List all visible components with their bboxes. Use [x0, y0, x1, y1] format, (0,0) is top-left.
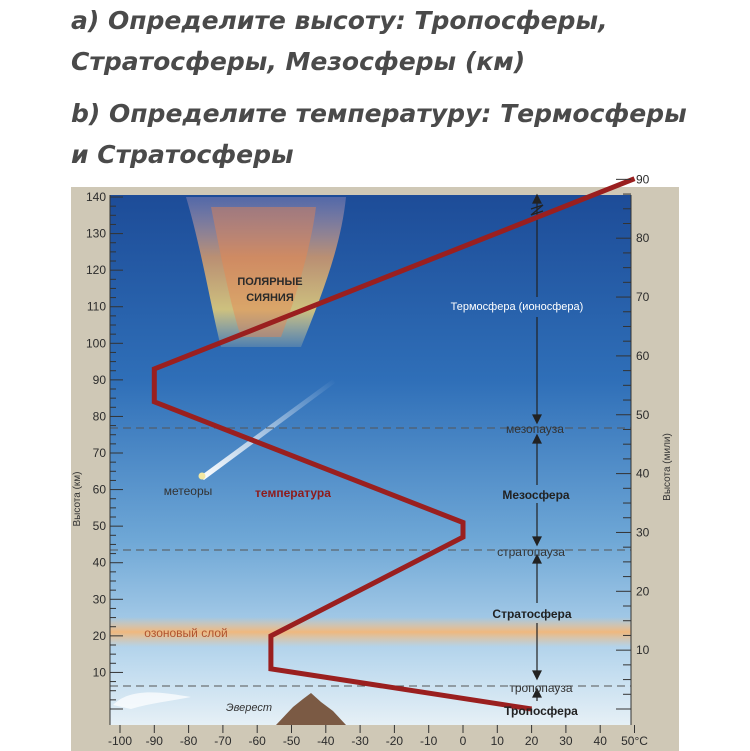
bottom-tick-label: -40	[317, 734, 335, 748]
question-b-line1: b) Определите температуру: Термосферы	[71, 99, 687, 128]
bottom-tick-label: -100	[107, 734, 133, 748]
left-tick-label: 40	[92, 555, 106, 570]
atmosphere-diagram	[71, 172, 679, 751]
right-tick-label: 50	[636, 407, 650, 422]
right-tick-label: 40	[636, 466, 650, 481]
question-a-line2: Стратосферы, Мезосферы (км)	[71, 47, 526, 76]
left-tick-label: 20	[92, 628, 106, 643]
left-tick-label: 110	[86, 299, 106, 314]
left-tick-label: 90	[92, 372, 106, 387]
left-tick-label: 140	[85, 190, 106, 205]
aurora-label-line1: ПОЛЯРНЫЕ	[237, 276, 303, 288]
thermosphere-label: Термосфера (ионосфера)	[450, 301, 584, 313]
right-tick-label: 90	[636, 172, 650, 187]
left-tick-label: 80	[92, 409, 106, 424]
tropopause-label: тропопауза	[509, 681, 573, 695]
left-tick-label: 30	[92, 592, 106, 607]
bottom-tick-label: -20	[385, 734, 404, 748]
right-tick-label: 60	[636, 348, 650, 363]
aurora-label-line2: СИЯНИЯ	[246, 292, 294, 304]
bottom-tick-label: 50°C	[621, 734, 648, 748]
right-axis-label: Высота (мили)	[662, 433, 673, 501]
bottom-tick-label: -60	[248, 734, 266, 748]
bottom-tick-label: -50	[282, 734, 301, 748]
right-tick-label: 10	[636, 643, 650, 658]
temperature-label: температура	[255, 486, 331, 500]
right-tick-label: 30	[636, 525, 650, 540]
right-tick-label: 20	[636, 584, 650, 599]
troposphere-label: Тропосфера	[504, 704, 578, 718]
left-tick-label: 50	[92, 519, 106, 534]
question-a-line1: a) Определите высоту: Тропосферы,	[71, 6, 608, 35]
bottom-tick-label: -90	[145, 734, 163, 748]
mesosphere-label: Мезосфера	[502, 488, 570, 502]
bottom-tick-label: 40	[593, 734, 607, 748]
left-tick-label: 70	[92, 446, 106, 461]
stratosphere-label: Стратосфера	[492, 607, 572, 621]
bottom-tick-label: -10	[420, 734, 438, 748]
right-tick-label: 80	[636, 231, 650, 246]
bottom-tick-label: -30	[351, 734, 369, 748]
left-tick-label: 10	[92, 665, 106, 680]
question-b-line2: и Стратосферы	[71, 140, 294, 169]
left-tick-label: 60	[92, 482, 106, 497]
right-tick-label: 70	[636, 290, 650, 305]
stratopause-label: стратопауза	[497, 545, 565, 559]
bottom-tick-label: -70	[214, 734, 232, 748]
meteors-label: метеоры	[163, 484, 213, 498]
bottom-tick-label: 20	[524, 734, 539, 748]
left-tick-label: 100	[85, 336, 106, 351]
ozone-label: озоновый слой	[144, 626, 228, 640]
bottom-tick-label: 30	[559, 734, 573, 748]
left-tick-label: 130	[85, 226, 106, 241]
left-tick-label: 120	[85, 263, 106, 278]
bottom-tick-label: 0	[459, 734, 467, 748]
bottom-tick-label: -80	[179, 734, 198, 748]
mesopause-label: мезопауза	[506, 422, 564, 436]
everest-label: Эверест	[225, 702, 273, 714]
question-a	[71, 0, 731, 82]
bottom-tick-label: 10	[490, 734, 504, 748]
left-axis-label: Высота (км)	[72, 471, 83, 527]
question-b	[71, 93, 731, 175]
